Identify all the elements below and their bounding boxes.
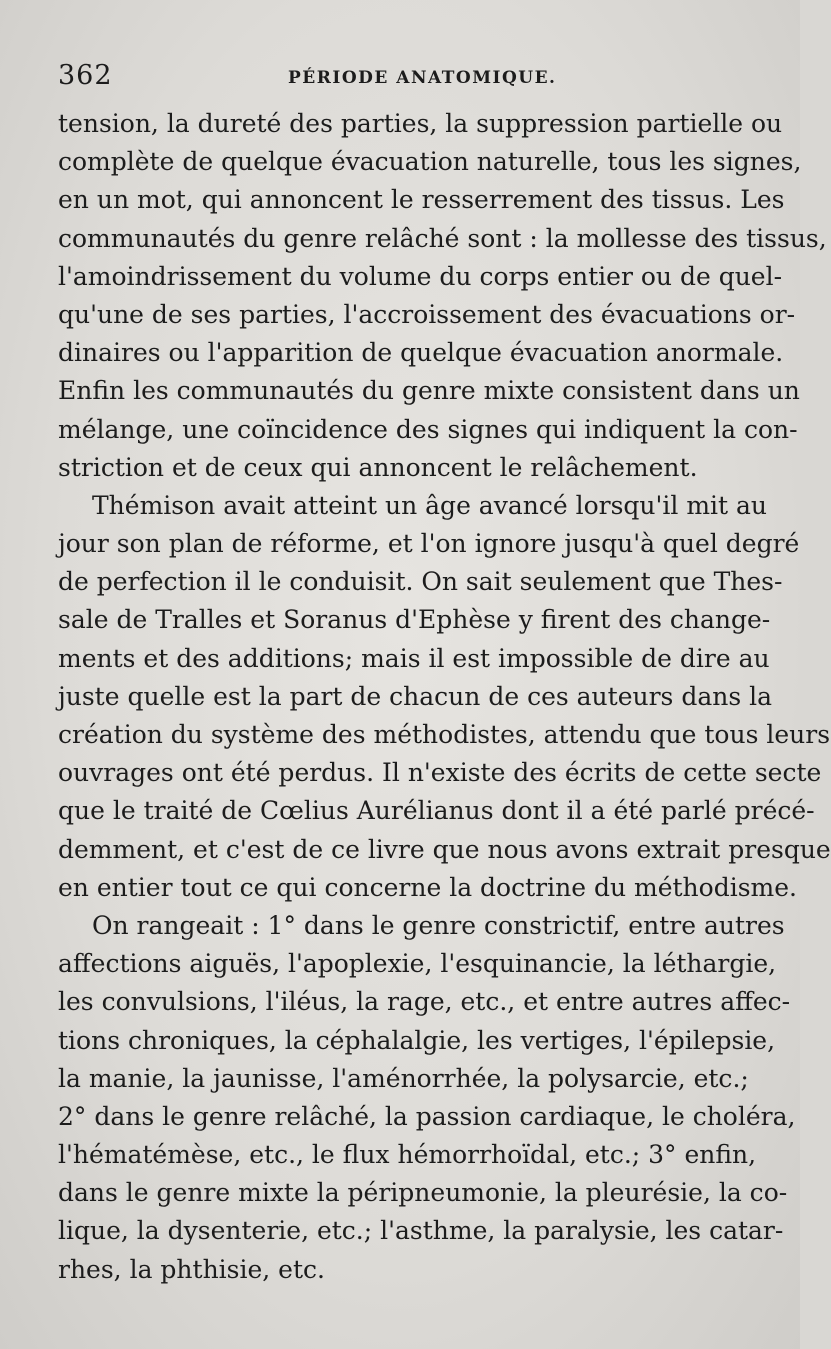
- text-line: qu'une de ses parties, l'accroissement des évacuations or-: [58, 299, 796, 329]
- paragraph-end-line: en entier tout ce qui concerne la doctrine du méthodisme.: [58, 872, 797, 902]
- text-line: l'amoindrissement du volume du corps entier ou de quel-: [58, 261, 783, 291]
- text-line: en un mot, qui annoncent le resserrement des tissus. Les: [58, 185, 785, 215]
- body-text: [58, 105, 831, 1289]
- text-line: complète de quelque évacuation naturelle, tous les signes,: [58, 147, 802, 177]
- text-line: de perfection il le conduisit. On sait seulement que Thes-: [58, 567, 783, 597]
- text-line: Enfin les communautés du genre mixte consistent dans un: [58, 376, 800, 406]
- text-line: ments et des additions; mais il est impossible de dire au: [58, 643, 770, 673]
- text-line: jour son plan de réforme, et l'on ignore jusqu'à quel degré: [58, 529, 800, 559]
- text-line: l'hématémèse, etc., le flux hémorrhoïdal, etc.; 3° enfin,: [58, 1140, 757, 1170]
- page-number: 362: [58, 60, 113, 91]
- text-line: demment, et c'est de ce livre que nous avons extrait presque: [58, 834, 831, 864]
- text-line: juste quelle est la part de chacun de ces auteurs dans la: [58, 681, 773, 711]
- paragraph-start-line: On rangeait : 1° dans le genre constrictif, entre autres: [92, 910, 785, 940]
- text-line: tions chroniques, la céphalalgie, les vertiges, l'épilepsie,: [58, 1025, 776, 1055]
- text-line: affections aiguës, l'apoplexie, l'esquinancie, la léthargie,: [58, 949, 777, 979]
- text-line: ouvrages ont été perdus. Il n'existe des écrits de cette secte: [58, 758, 822, 788]
- text-line: création du système des méthodistes, attendu que tous leurs: [58, 720, 831, 749]
- text-line: 2° dans le genre relâché, la passion cardiaque, le choléra,: [58, 1101, 796, 1131]
- text-line: la manie, la jaunisse, l'aménorrhée, la polysarcie, etc.;: [58, 1063, 749, 1093]
- text-line: communautés du genre relâché sont : la mollesse des tissus,: [58, 223, 827, 253]
- text-line: lique, la dysenterie, etc.; l'asthme, la paralysie, les catar-: [58, 1216, 784, 1246]
- running-head: PÉRIODE ANATOMIQUE.: [288, 68, 557, 88]
- paragraph-end-line: rhes, la phthisie, etc.: [58, 1254, 325, 1284]
- text-line: sale de Tralles et Soranus d'Ephèse y firent des change-: [58, 605, 771, 635]
- text-line: dans le genre mixte la péripneumonie, la pleurésie, la co-: [58, 1178, 788, 1208]
- text-line: tension, la dureté des parties, la suppression partielle ou: [58, 109, 783, 138]
- text-line: mélange, une coïncidence des signes qui indiquent la con-: [58, 414, 798, 444]
- text-line: que le traité de Cœlius Aurélianus dont il a été parlé précé-: [58, 796, 815, 826]
- text-line: les convulsions, l'iléus, la rage, etc., et entre autres affec-: [58, 987, 791, 1017]
- paragraph-end-line: striction et de ceux qui annoncent le relâchement.: [58, 452, 698, 482]
- page-header: [58, 60, 748, 100]
- text-line: dinaires ou l'apparition de quelque évacuation anormale.: [58, 338, 784, 368]
- paragraph-start-line: Thémison avait atteint un âge avancé lorsqu'il mit au: [92, 490, 768, 520]
